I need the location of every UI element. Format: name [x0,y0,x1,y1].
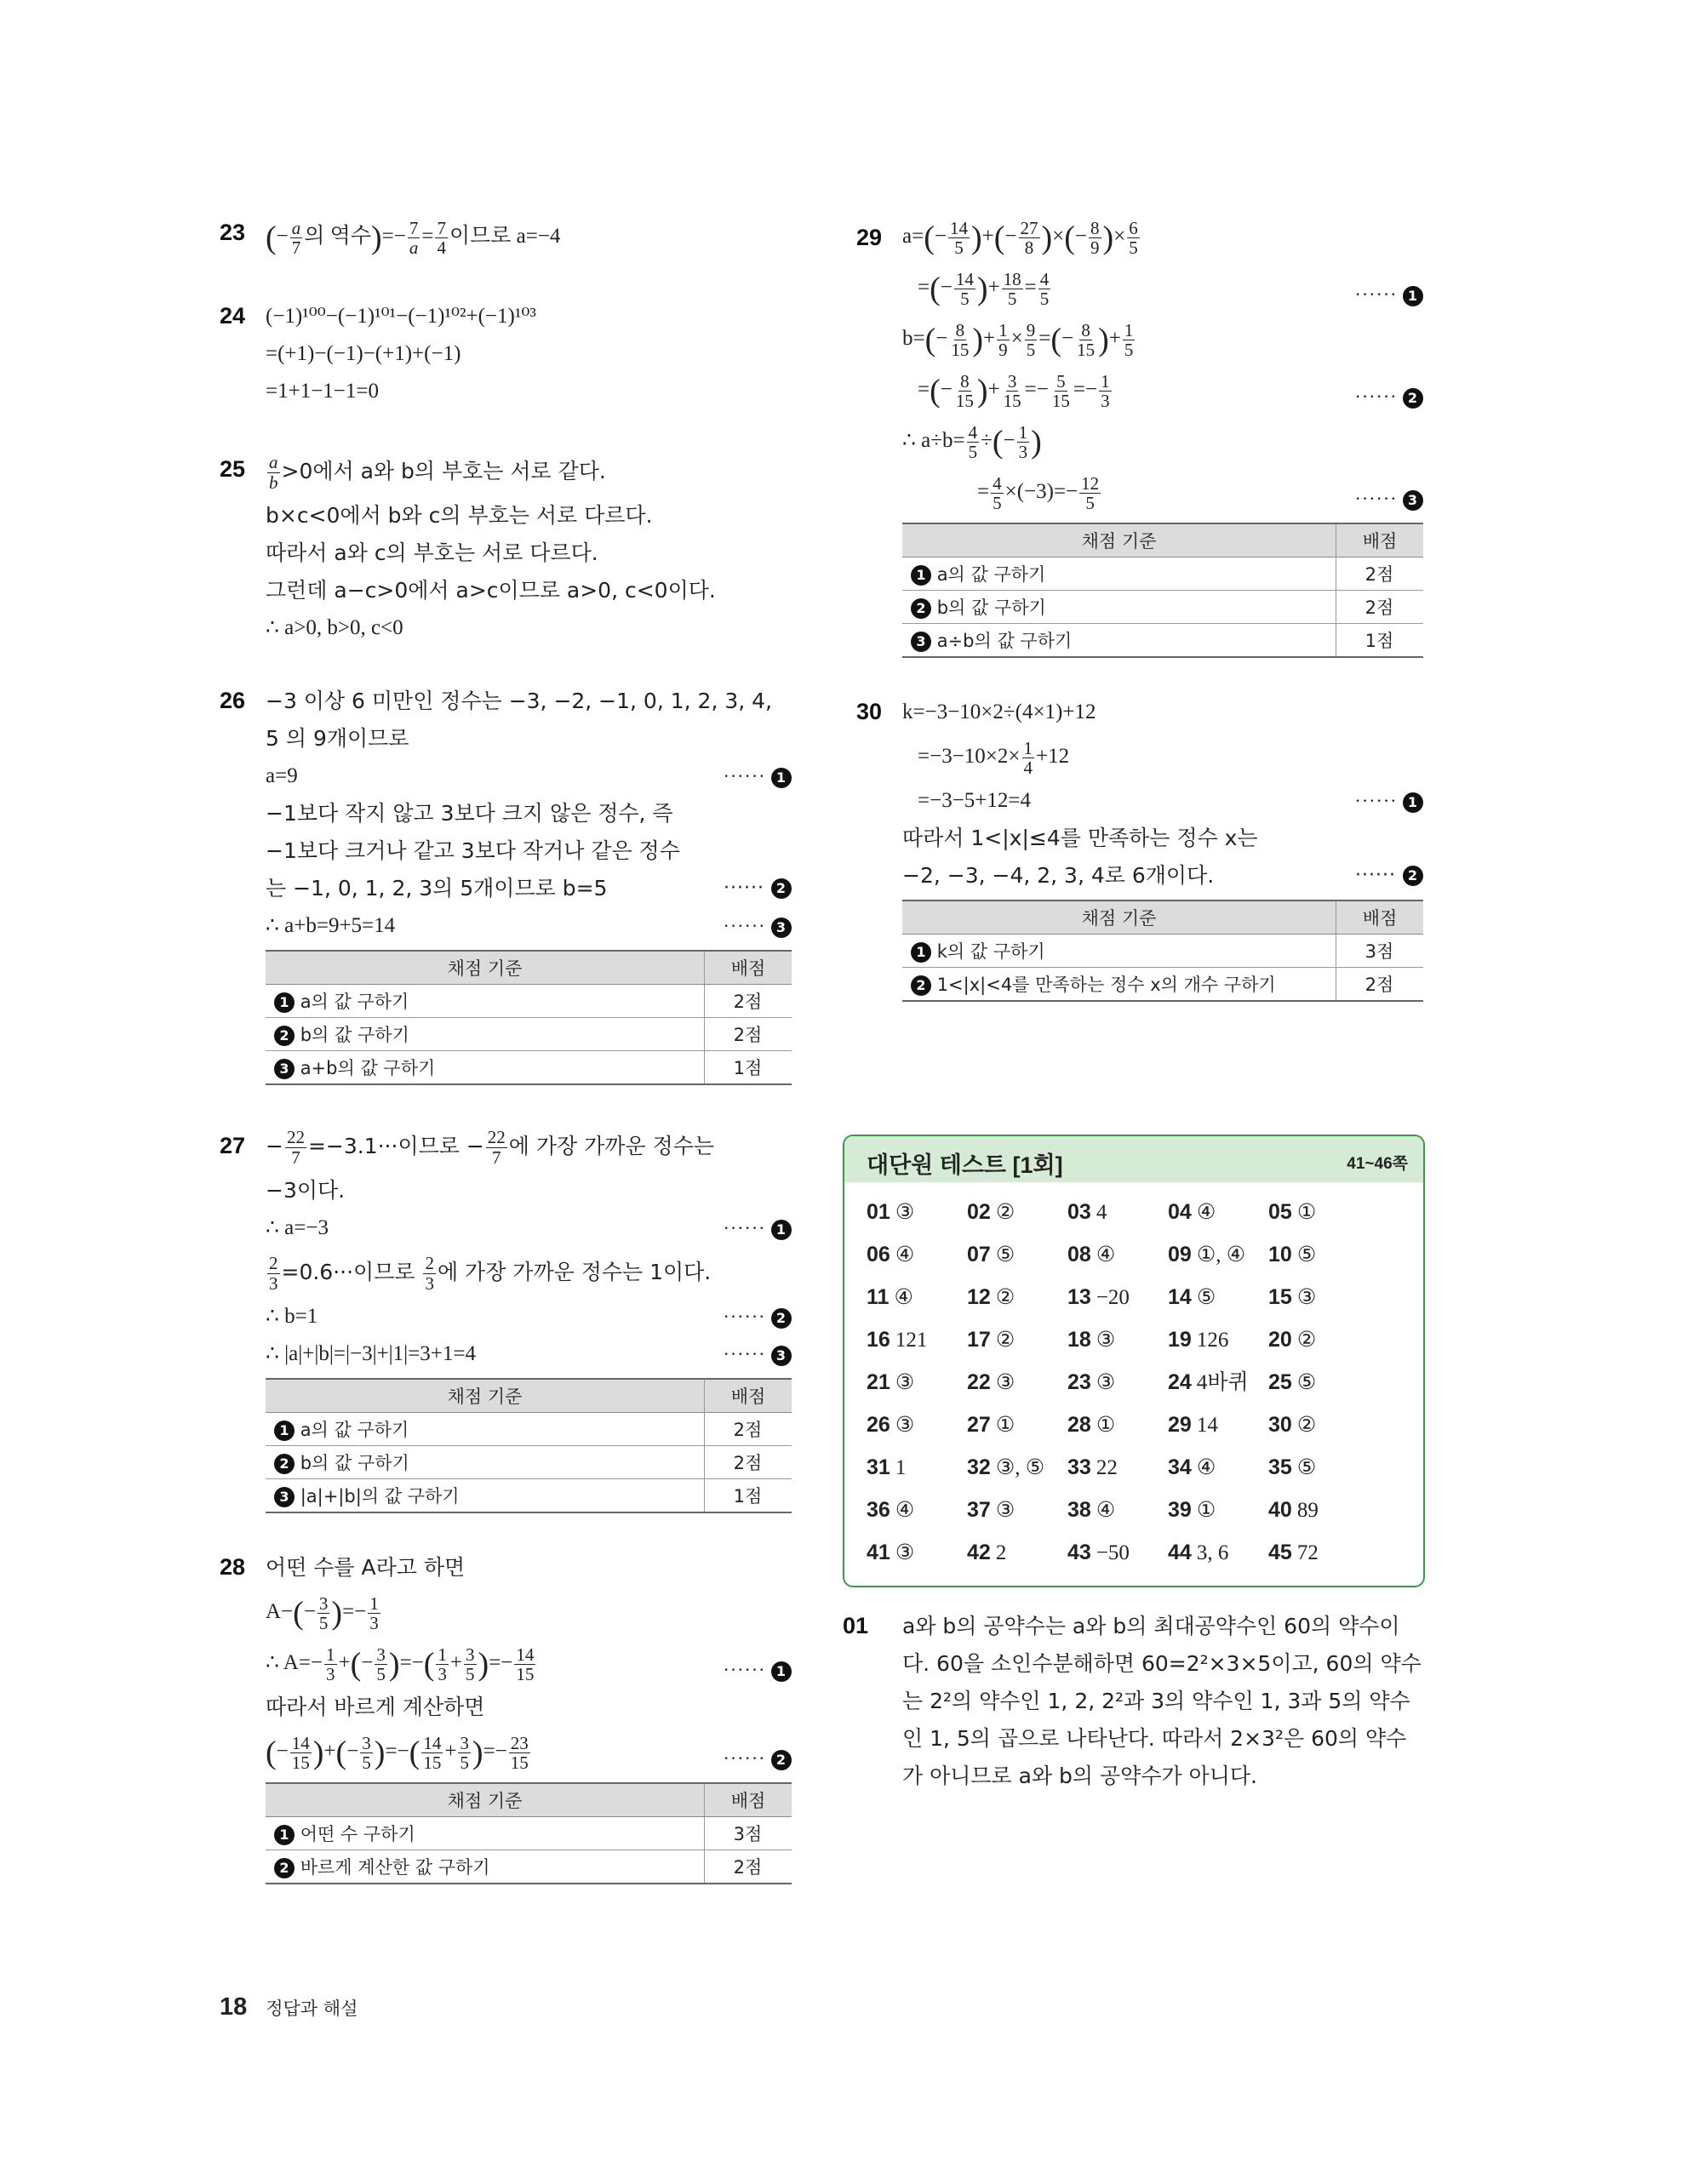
problem-number: 23 [220,220,246,245]
answer-item: 25 ⑤ [1268,1370,1317,1394]
answer-item: 35 ⑤ [1268,1455,1317,1479]
page-number: 18 [220,1993,248,2021]
solution-line: ∴ a+b=9+5=14 ······ 3 [266,907,792,945]
answer-item: 24 4바퀴 [1168,1370,1249,1394]
scoring-table: 채점 기준 배점 1 a의 값 구하기 2점 2 b의 값 구하기 2점 3 a÷b의 값 구하기 1점 [902,523,1423,658]
problem-24 [220,298,792,410]
solution-line: −3이다. [266,1178,346,1203]
solution-line: −2, −3, −4, 2, 3, 4로 6개이다. ······ 2 [902,857,1423,895]
step-mark: ······ 2 [1355,857,1423,895]
problem-number: 26 [220,688,246,713]
answer-item: 30 ② [1268,1413,1317,1437]
problem-23 [220,211,792,262]
solution-line: (−1)¹⁰⁰−(−1)¹⁰¹−(−1)¹⁰²+(−1)¹⁰³ [266,305,536,328]
problem-29 [856,211,1423,658]
answer-item: 16 121 [867,1328,928,1352]
solution-line: ∴ a>0, b>0, c<0 [266,616,403,639]
problem-28 [220,1549,792,1884]
answer-item: 02 ② [967,1200,1015,1224]
solution-line: ∴ a÷b= $\frac{4}{5}$ ÷(− $\frac{1}{3}$ ) [902,421,1042,462]
answer-item: 13 −20 [1067,1285,1130,1309]
step-mark: ······ 2 [724,1298,792,1335]
scoring-table: 채점 기준 배점 1 a의 값 구하기 2점 2 b의 값 구하기 2점 3 a+b의 값 구하기 1점 [266,950,792,1085]
problem-number: 30 [856,699,883,724]
problem-27 [220,1121,792,1513]
scoring-table: 채점 기준 배점 1 a의 값 구하기 2점 2 b의 값 구하기 2점 3 |a|+|b|의 값 구하기 1점 [266,1378,792,1513]
answer-item: 01 ③ [867,1200,915,1224]
solution-line: 따라서 1<|x|≤4를 만족하는 정수 x는 [902,826,1258,850]
answer-item: 39 ① [1168,1498,1216,1522]
solution-line: ∴ A=− $\frac{1}{3}$ +(− $\frac{3}{5}$ )=−( $\frac{1}{3}$ + $\frac{3}{5}$ )=− $\frac{14}{15}$ ······ 1 [266,1638,792,1689]
solution-line: 그런데 a−c>0에서 a>c이므로 a>0, c<0이다. [266,578,716,603]
page-footer [220,1993,358,2021]
test-header [844,1136,1423,1182]
solution-line: 따라서 a와 c의 부호는 서로 다르다. [266,540,598,565]
answer-item: 10 ⑤ [1268,1243,1317,1266]
answer-item: 19 126 [1168,1328,1229,1352]
answer-item: 36 ④ [867,1498,915,1522]
answer-item: 40 89 [1268,1498,1319,1522]
step-mark: ······ 1 [724,1209,792,1247]
solution-line: =−3−10×2× $\frac{1}{4}$ +12 [918,737,1070,778]
solution-line: (− $\frac{14}{15}$ )+(− $\frac{3}{5}$ )=−( $\frac{14}{15}$ + $\frac{3}{5}$ )=− $\frac{23}{15}$ ······ 2 [266,1726,792,1777]
solution-line: ∴ |a|+|b|=|−3|+|1|=3+1=4 ······ 3 [266,1335,792,1373]
answer-item: 26 ③ [867,1413,915,1437]
solution-line: =(+1)−(−1)−(+1)+(−1) [266,342,461,365]
right-column [843,211,1423,1831]
answer-item: 31 1 [867,1455,907,1479]
solution-01 [843,1608,1423,1795]
answer-item: 11 ④ [867,1285,913,1309]
answer-item: 17 ② [967,1328,1015,1352]
answer-item: 06 ④ [867,1243,915,1266]
answer-item: 32 ③, ⑤ [967,1455,1045,1479]
solution-line: =(− $\frac{14}{5}$ )+ $\frac{18}{5}$ = $\frac{4}{5}$ ······ 1 [902,262,1423,313]
solution-text: a와 b의 공약수는 a와 b의 최대공약수인 60의 약수이다. 60을 소인수분해하면 60=2²×3×5이고, 60의 약수는 2²의 약수인 1, 2, 2²과 3의 약수인 1, 3과 5의 약수인 1, 5의 곱으로 나타난다. 따라서 2×3²은 60의 약수가 아니므로 a와 b의 공약수가 아니다. [902,1614,1422,1788]
answer-grid [844,1182,1423,1586]
step-mark: ······ 1 [1355,269,1423,320]
answer-item: 23 ③ [1067,1370,1116,1394]
test-pages: 41~46쪽 [1347,1155,1408,1173]
step-mark: ······ 1 [724,758,792,795]
problem-number: 28 [220,1554,246,1580]
step-mark: ······ 1 [724,1644,792,1695]
answer-item: 34 ④ [1168,1455,1216,1479]
solution-line: ∴ a=−3 ······ 1 [266,1209,792,1247]
answer-item: 27 ① [967,1413,1015,1437]
step-mark: ······ 2 [724,1733,792,1784]
problem-number: 25 [220,456,246,482]
solution-line: b×c<0에서 b와 c의 부호는 서로 다르다. [266,503,653,528]
answer-item: 21 ③ [867,1370,915,1394]
answer-item: 41 ③ [867,1541,915,1564]
answer-item: 42 2 [967,1541,1007,1564]
solution-line: (− $\frac{a}{7}$ 의 역수)=− $\frac{7}{a}$ = $\frac{7}{4}$ 이므로 a=−4 [266,217,561,258]
solution-line: −1보다 작지 않고 3보다 크지 않은 정수, 즉 −1보다 크거나 같고 3보다 작거나 같은 정수는 −1, 0, 1, 2, 3의 5개이므로 b=5 ······ 2 [266,795,792,907]
unit-test-answer-box [843,1135,1425,1587]
solution-line: =−3−5+12=4 ······ 1 [902,782,1423,820]
left-column [220,211,792,1920]
answer-item: 05 ① [1268,1200,1317,1224]
problem-30 [856,694,1423,1002]
answer-item: 45 72 [1268,1541,1319,1564]
answer-item: 28 ① [1067,1413,1116,1437]
problem-26 [220,683,792,1085]
solution-line: k=−3−10×2÷(4×1)+12 [902,700,1096,723]
problem-number: 01 [843,1613,869,1638]
solution-line: 어떤 수를 A라고 하면 [266,1555,466,1580]
answer-item: 07 ⑤ [967,1243,1015,1266]
solution-line: $\frac{a}{b}$ >0에서 a와 b의 부호는 서로 같다. [269,452,606,493]
test-title: 대단원 테스트 [1회] [867,1152,1063,1178]
solution-line: = $\frac{4}{5}$ ×(−3)=− $\frac{12}{5}$ ······ 3 [902,466,1423,517]
solution-line: $\frac{2}{3}$ =0.6···이므로 $\frac{2}{3}$ 에 가장 가까운 정수는 1이다. [269,1253,712,1294]
step-mark: ······ 1 [1355,782,1423,820]
scoring-table: 채점 기준 배점 1 어떤 수 구하기 3점 2 바르게 계산한 값 구하기 2점 [266,1782,792,1884]
solution-line: ∴ b=1 ······ 2 [266,1298,792,1335]
answer-item: 43 −50 [1067,1541,1130,1564]
solution-line: a=(− $\frac{14}{5}$ )+(− $\frac{27}{8}$ )×(− $\frac{8}{9}$ )× $\frac{6}{5}$ [902,217,1138,258]
solution-line: a=9 ······ 1 [266,758,792,795]
problem-number: 24 [220,303,246,329]
answer-item: 08 ④ [1067,1243,1116,1266]
answer-item: 44 3, 6 [1168,1541,1229,1564]
answer-item: 20 ② [1268,1328,1317,1352]
answer-item: 22 ③ [967,1370,1015,1394]
solution-line: −3 이상 6 미만인 정수는 −3, −2, −1, 0, 1, 2, 3, 4, 5 의 9개이므로 [266,689,772,751]
answer-item: 33 22 [1067,1455,1118,1479]
answer-item: 03 4 [1067,1200,1107,1224]
answer-item: 18 ③ [1067,1328,1116,1352]
step-mark: ······ 2 [1355,371,1423,422]
answer-item: 09 ①, ④ [1168,1243,1246,1266]
solution-line: − $\frac{22}{7}$ =−3.1···이므로 − $\frac{22}{7}$ 에 가장 가까운 정수는 [266,1127,714,1168]
step-mark: ······ 3 [1355,473,1423,524]
step-mark: ······ 2 [724,870,792,907]
problem-number: 27 [220,1133,246,1158]
solution-line: A−(− $\frac{3}{5}$ )=− $\frac{1}{3}$ [266,1592,379,1633]
answer-item: 38 ④ [1067,1498,1116,1522]
step-mark: ······ 3 [724,907,792,945]
problem-number: 29 [856,225,883,250]
scoring-table: 채점 기준 배점 1 k의 값 구하기 3점 2 1<|x|<4를 만족하는 정수 x의 개수 구하기 2점 [902,900,1423,1002]
step-mark: ······ 3 [724,1335,792,1373]
answer-item: 15 ③ [1268,1285,1317,1309]
footer-label: 정답과 해설 [266,1998,358,2019]
solution-line: =(− $\frac{8}{15}$ )+ $\frac{3}{15}$ =− $\frac{5}{15}$ =− $\frac{1}{3}$ ······ 2 [902,364,1423,415]
solution-line: b=(− $\frac{8}{15}$ )+ $\frac{1}{9}$ × $\frac{9}{5}$ =(− $\frac{8}{15}$ )+ $\frac{1}{5}$ [902,319,1134,360]
answer-item: 37 ③ [967,1498,1015,1522]
answer-item: 14 ⑤ [1168,1285,1216,1309]
solution-line: 따라서 바르게 계산하면 [266,1695,485,1719]
answer-item: 04 ④ [1168,1200,1216,1224]
answer-item: 12 ② [967,1285,1015,1309]
solution-line: =1+1−1−1=0 [266,380,379,403]
answer-item: 29 14 [1168,1413,1218,1437]
problem-25 [220,446,792,647]
